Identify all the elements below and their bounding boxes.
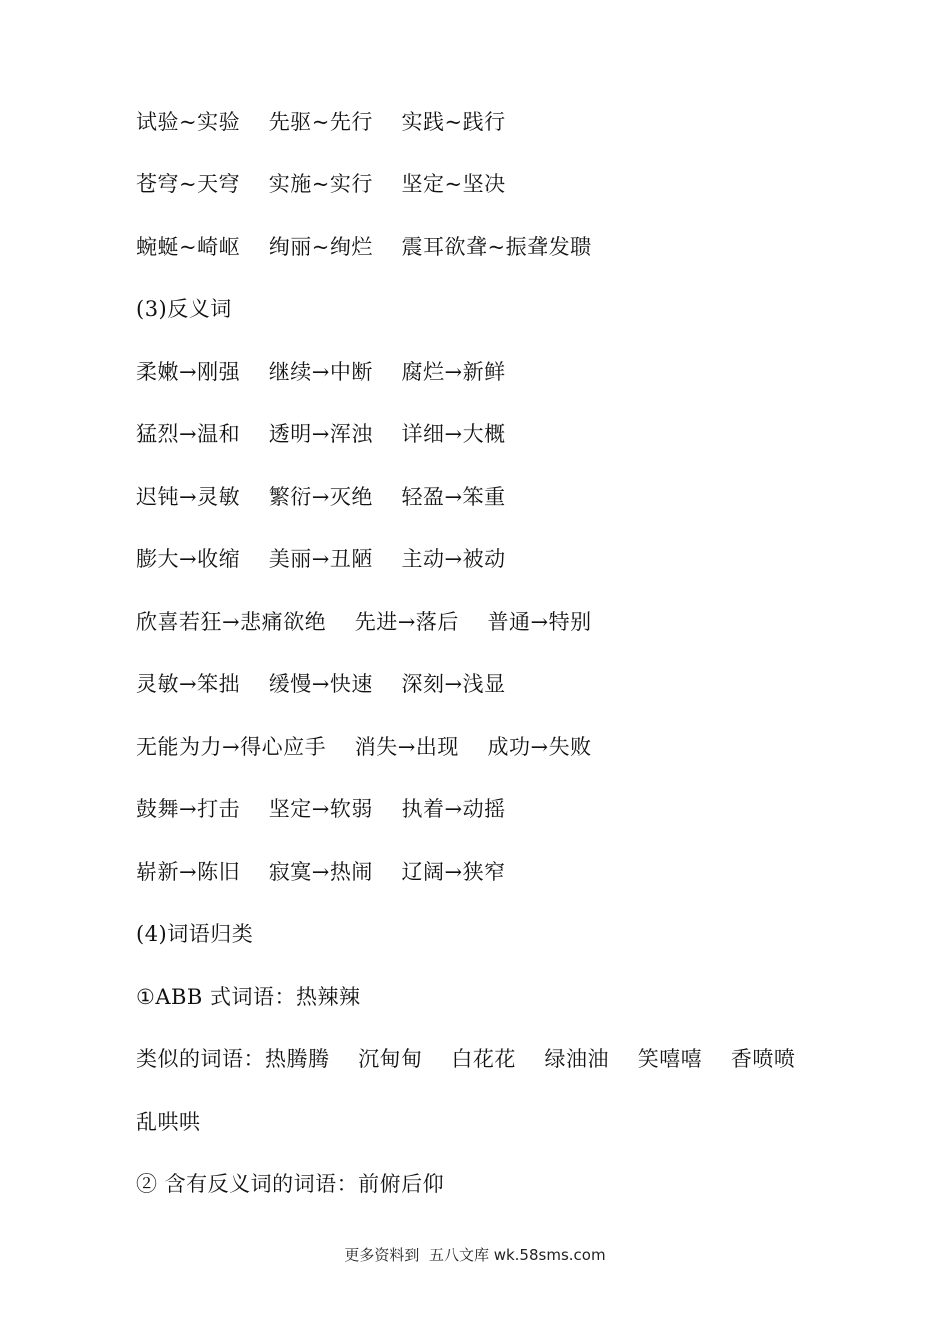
- antonym-line-8: 鼓舞→打击 坚定→软弱 执着→动摇: [136, 797, 506, 821]
- synonym-line-3: 蜿蜒~崎岖 绚丽~绚烂 震耳欲聋~振聋发聩: [136, 235, 592, 259]
- antonym-line-9: 崭新→陈旧 寂寞→热闹 辽阔→狭窄: [136, 860, 506, 884]
- section-heading-antonyms: (3)反义词: [136, 297, 232, 321]
- antonym-line-7: 无能为力→得心应手 消失→出现 成功→失败: [136, 735, 592, 759]
- antonym-line-2: 猛烈→温和 透明→浑浊 详细→大概: [136, 422, 506, 446]
- footer-source-text: 更多资料到 五八文库 wk.58sms.com: [344, 1246, 606, 1264]
- section-heading-classification: (4)词语归类: [136, 922, 254, 946]
- abb-words-line: ①ABB 式词语：热辣辣: [136, 985, 361, 1009]
- antonym-containing-words-line: ② 含有反义词的词语：前俯后仰: [136, 1172, 445, 1196]
- similar-words-continued: 乱哄哄: [136, 1110, 201, 1134]
- antonym-line-5: 欣喜若狂→悲痛欲绝 先进→落后 普通→特别: [136, 610, 592, 634]
- similar-words-line: 类似的词语：热腾腾 沉甸甸 白花花 绿油油 笑嘻嘻 香喷喷: [136, 1047, 796, 1071]
- synonym-line-2: 苍穹~天穹 实施~实行 坚定~坚决: [136, 172, 506, 196]
- antonym-line-3: 迟钝→灵敏 繁衍→灭绝 轻盈→笨重: [136, 485, 506, 509]
- antonym-line-1: 柔嫩→刚强 继续→中断 腐烂→新鲜: [136, 360, 506, 384]
- antonym-line-4: 膨大→收缩 美丽→丑陋 主动→被动: [136, 547, 506, 571]
- synonym-line-1: 试验~实验 先驱~先行 实践~践行: [136, 110, 506, 134]
- antonym-line-6: 灵敏→笨拙 缓慢→快速 深刻→浅显: [136, 672, 506, 696]
